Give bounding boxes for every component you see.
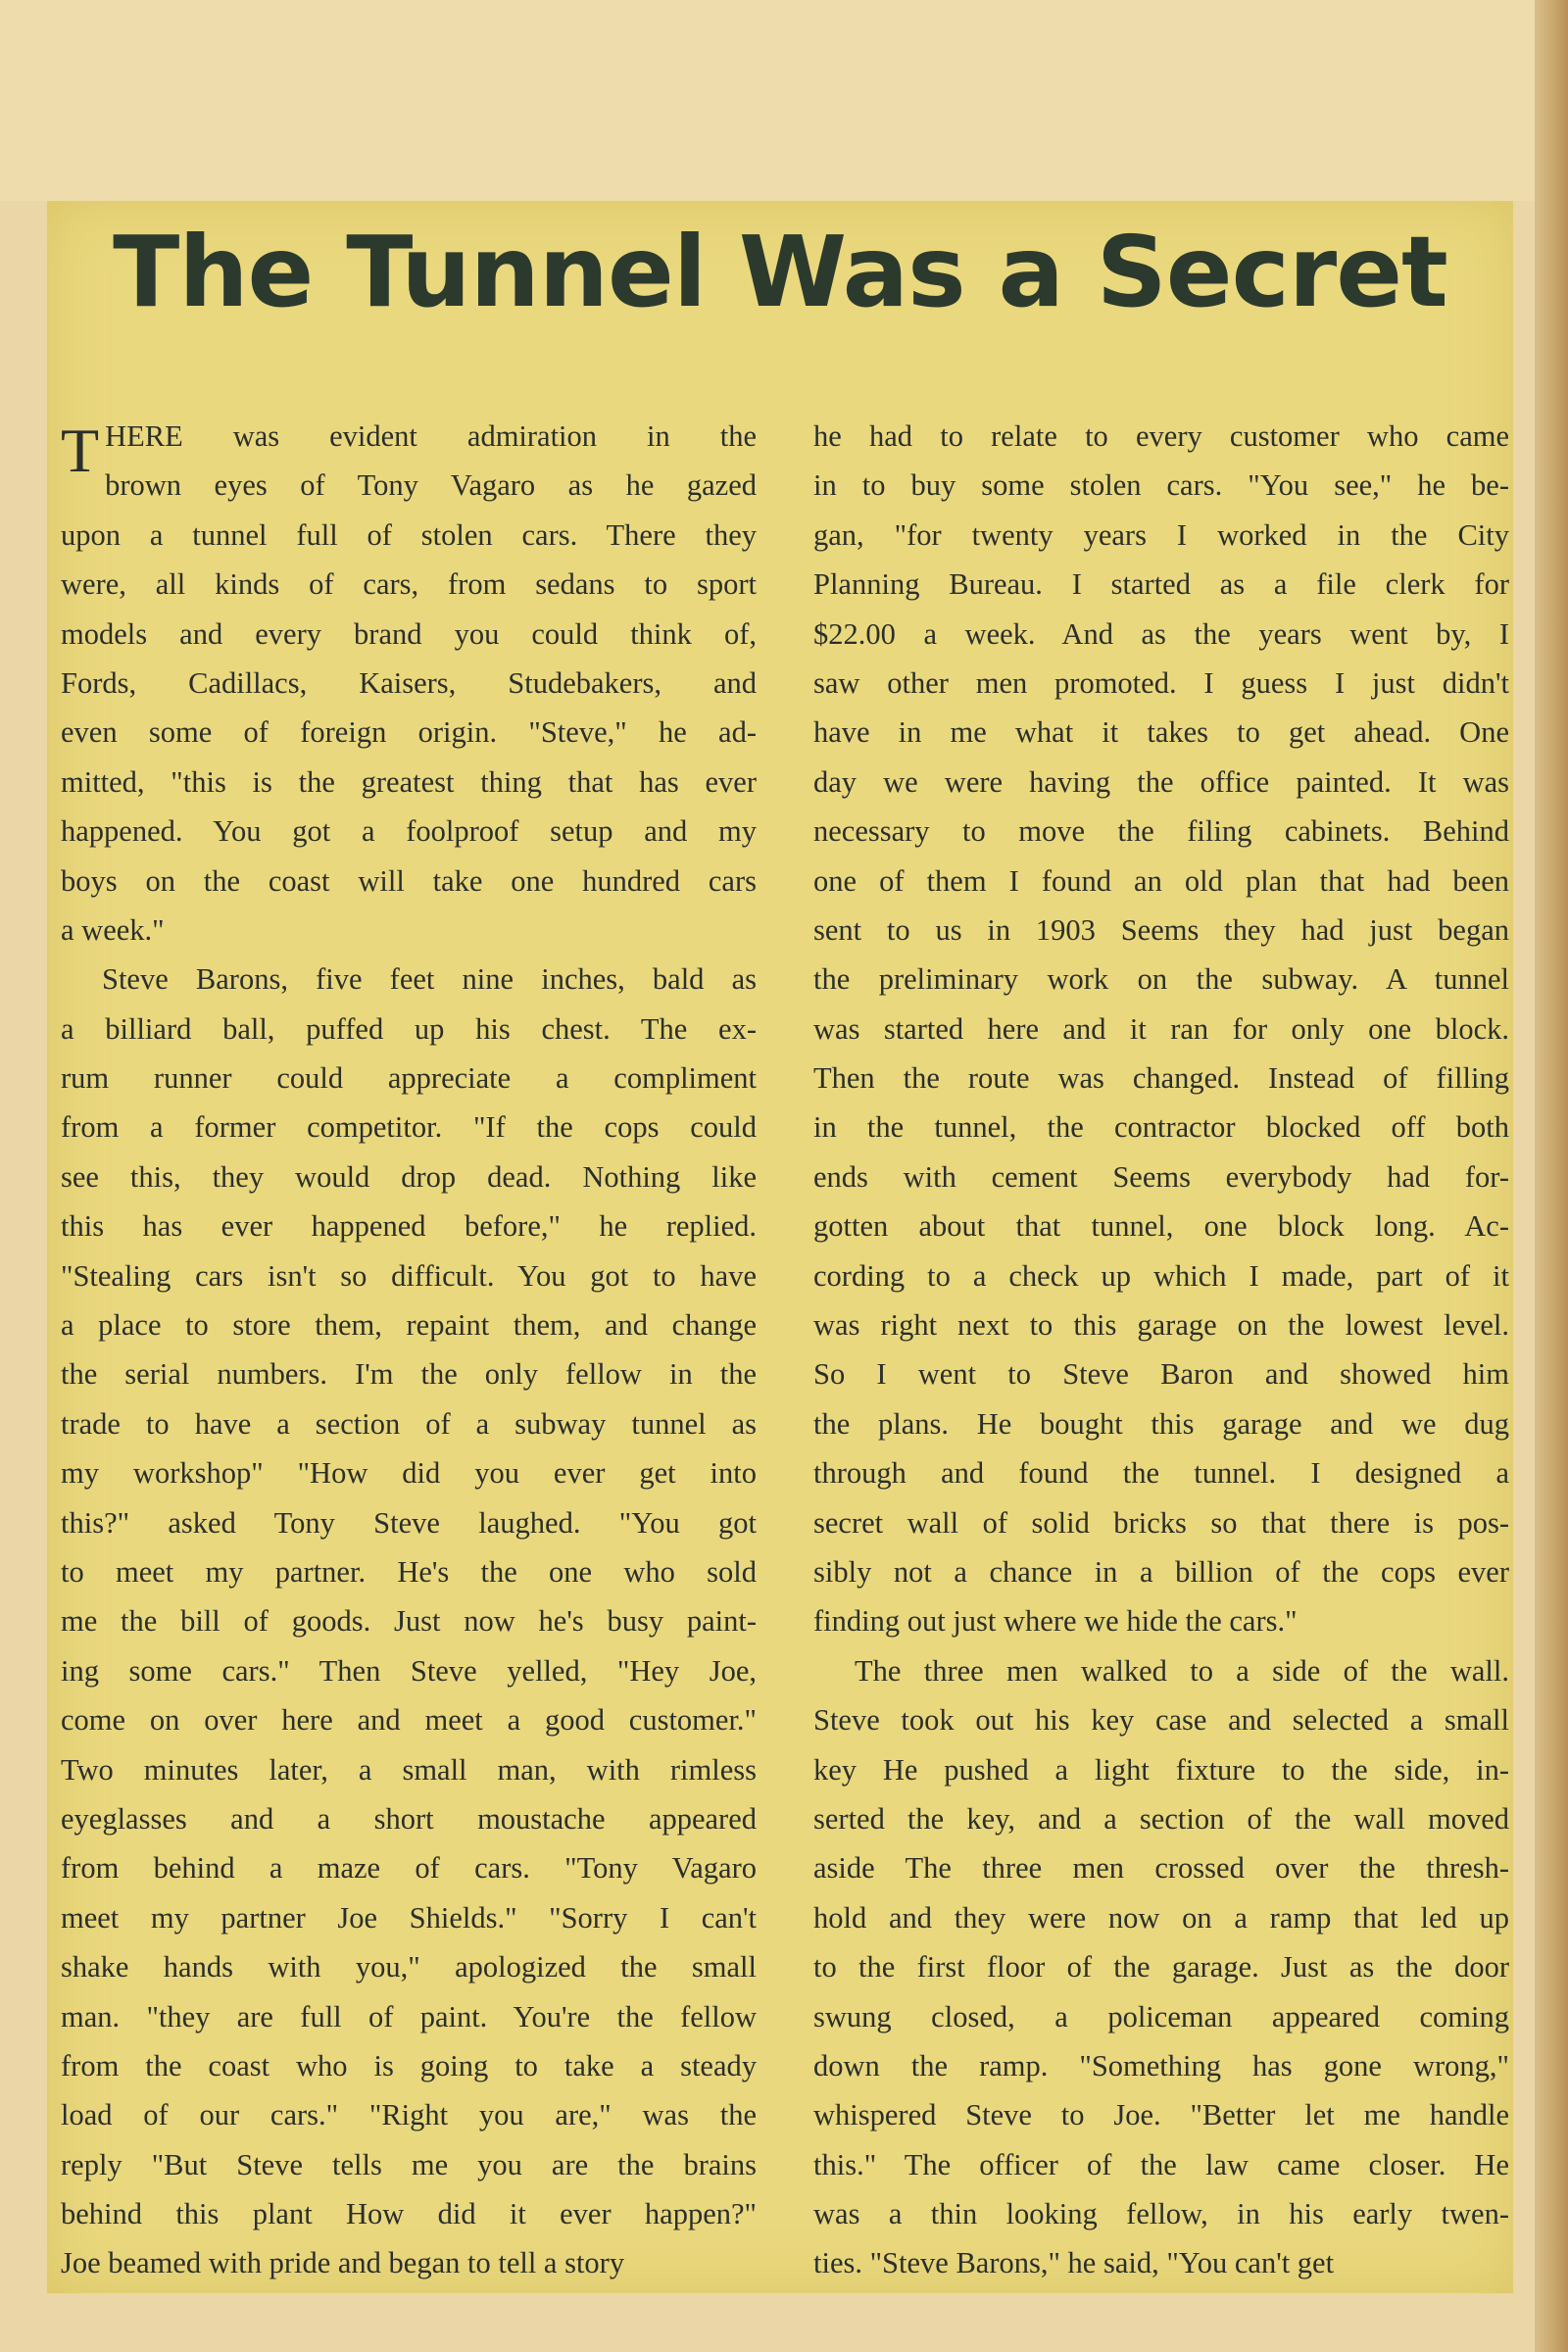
article-line: shake hands with you," apologized the small (61, 1950, 757, 1984)
article-line: trade to have a section of a subway tunnel as (61, 1406, 757, 1441)
article-line: ties. "Steve Barons," he said, "You can't get (813, 2246, 1335, 2280)
article-line: Then the route was changed. Instead of filling (813, 1061, 1509, 1096)
article-line: this?" asked Tony Steve laughed. "You got (61, 1505, 757, 1540)
article-line: gotten about that tunnel, one block long. Ac- (813, 1209, 1509, 1244)
article-line: secret wall of solid bricks so that there is pos- (813, 1505, 1509, 1540)
article-line: boys on the coast will take one hundred cars (61, 863, 757, 898)
article-line: he had to relate to every customer who came (813, 419, 1509, 453)
article-line: reply "But Steve tells me you are the brains (61, 2147, 757, 2181)
article-line: in the tunnel, the contractor blocked off both (813, 1110, 1509, 1145)
article-line: "Stealing cars isn't so difficult. You got to have (61, 1258, 757, 1293)
article-column-right (813, 412, 1509, 2288)
article-line: was a thin looking fellow, in his early twen- (813, 2197, 1509, 2231)
article-line: to meet my partner. He's the one who sold (61, 1554, 757, 1589)
article-line: The three men walked to a side of the wall. (855, 1653, 1509, 1688)
article-line: cording to a check up which I made, part of it (813, 1258, 1509, 1293)
article-line: come on over here and meet a good customer." (61, 1703, 757, 1738)
article-line: in to buy some stolen cars. "You see," he be- (813, 468, 1509, 503)
article-line: sibly not a chance in a billion of the cops ever (813, 1554, 1509, 1589)
article-line: meet my partner Joe Shields." "Sorry I can't (61, 1900, 757, 1935)
article-line: mitted, "this is the greatest thing that has ever (61, 764, 757, 799)
article-line: have in me what it takes to get ahead. One (813, 715, 1509, 750)
article-line: Two minutes later, a small man, with rimless (61, 1752, 757, 1787)
article-line: Fords, Cadillacs, Kaisers, Studebakers, and (61, 665, 757, 700)
article-line: a place to store them, repaint them, and change (61, 1308, 757, 1343)
article-line: aside The three men crossed over the thresh- (813, 1851, 1509, 1886)
article-line: from the coast who is going to take a steady (61, 2048, 757, 2082)
article-line: down the ramp. "Something has gone wrong," (813, 2048, 1509, 2082)
article-line: through and found the tunnel. I designed a (813, 1456, 1509, 1491)
article-line: the preliminary work on the subway. A tunnel (813, 962, 1509, 997)
article-line: models and every brand you could think of, (61, 616, 757, 651)
article-line: a week." (61, 912, 165, 947)
article-line: rum runner could appreciate a compliment (61, 1061, 757, 1096)
drop-cap: T (61, 416, 100, 485)
article-line: HERE was evident admiration in the (105, 419, 757, 453)
article-line: even some of foreign origin. "Steve," he ad- (61, 715, 757, 750)
article-line: $22.00 a week. And as the years went by, I (813, 616, 1509, 651)
article-column-left (61, 412, 757, 2288)
article-line: Planning Bureau. I started as a file clerk for (813, 567, 1509, 602)
article-line: ing some cars." Then Steve yelled, "Hey Joe, (61, 1653, 757, 1688)
article-line: Steve took out his key case and selected a small (813, 1703, 1509, 1738)
article-line: from behind a maze of cars. "Tony Vagaro (61, 1851, 757, 1886)
article-line: see this, they would drop dead. Nothing like (61, 1159, 757, 1194)
article-line: one of them I found an old plan that had been (813, 863, 1509, 898)
article-line: necessary to move the filing cabinets. Behind (813, 814, 1509, 849)
article-line: from a former competitor. "If the cops could (61, 1110, 757, 1145)
article-line: a billiard ball, puffed up his chest. The ex- (61, 1011, 757, 1046)
article-line: Steve Barons, five feet nine inches, bald as (102, 962, 757, 997)
article-line: saw other men promoted. I guess I just didn't (813, 665, 1509, 700)
article-line: day we were having the office painted. It was (813, 764, 1509, 799)
article-line: swung closed, a policeman appeared coming (813, 1999, 1509, 2034)
article-line: load of our cars." "Right you are," was the (61, 2098, 757, 2132)
article-line: hold and they were now on a ramp that led up (813, 1900, 1509, 1935)
article-line: sent to us in 1903 Seems they had just began (813, 912, 1509, 947)
article-line: this has ever happened before," he replied. (61, 1209, 757, 1244)
article-line: the serial numbers. I'm the only fellow in the (61, 1357, 757, 1392)
article-line: my workshop" "How did you ever get into (61, 1456, 757, 1491)
article-line: eyeglasses and a short moustache appeared (61, 1801, 757, 1836)
article-line: were, all kinds of cars, from sedans to sport (61, 567, 757, 602)
article-line: serted the key, and a section of the wall moved (813, 1801, 1509, 1836)
article-line: finding out just where we hide the cars." (813, 1604, 1298, 1639)
article-line: to the first floor of the garage. Just as the door (813, 1950, 1509, 1984)
article-line: man. "they are full of paint. You're the fellow (61, 1999, 757, 2034)
article-line: was right next to this garage on the lowest level. (813, 1308, 1509, 1343)
article-line: So I went to Steve Baron and showed him (813, 1357, 1509, 1392)
article-line: Joe beamed with pride and began to tell a story (61, 2246, 625, 2280)
paper-edge (1535, 0, 1568, 2352)
article-line: key He pushed a light fixture to the side, in- (813, 1752, 1509, 1787)
page-top-margin (0, 0, 1535, 201)
article-line: whispered Steve to Joe. "Better let me handle (813, 2098, 1509, 2132)
article-line: this." The officer of the law came closer. He (813, 2147, 1509, 2181)
article-line: brown eyes of Tony Vagaro as he gazed (105, 468, 757, 503)
article-line: the plans. He bought this garage and we dug (813, 1406, 1509, 1441)
article-title: The Tunnel Was a Secret (113, 215, 1447, 329)
article-line: happened. You got a foolproof setup and my (61, 814, 757, 849)
article-line: was started here and it ran for only one block. (813, 1011, 1509, 1046)
article-line: upon a tunnel full of stolen cars. There they (61, 517, 757, 552)
article-line: behind this plant How did it ever happen?" (61, 2197, 757, 2231)
article-line: me the bill of goods. Just now he's busy paint- (61, 1604, 757, 1639)
article-line: ends with cement Seems everybody had for- (813, 1159, 1509, 1194)
article-line: gan, "for twenty years I worked in the City (813, 517, 1509, 552)
